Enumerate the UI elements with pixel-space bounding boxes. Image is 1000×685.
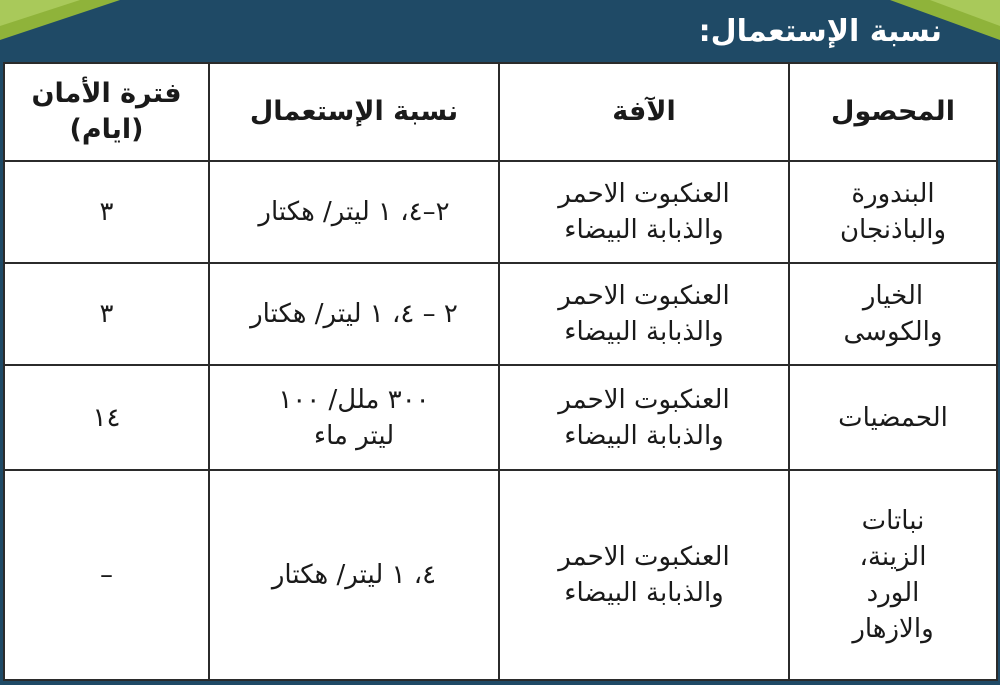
cell-crop: الحمضيات xyxy=(789,365,997,470)
cell-pest: العنكبوت الاحمر والذبابة البيضاء xyxy=(499,470,789,680)
table-row xyxy=(4,161,997,263)
header-usage-rate: نسبة الإستعمال xyxy=(209,63,499,161)
cell-usage-rate: ٢ – ٤، ١ ليتر/ هكتار xyxy=(209,263,499,365)
table-row xyxy=(4,470,997,680)
cell-crop: نباتات الزينة، الورد والازهار xyxy=(789,470,997,680)
cell-safety-period: ٣ xyxy=(4,161,209,263)
table-row xyxy=(4,263,997,365)
cell-safety-period: – xyxy=(4,470,209,680)
cell-safety-period: ٣ xyxy=(4,263,209,365)
cell-safety-period: ١٤ xyxy=(4,365,209,470)
header-crop: المحصول xyxy=(789,63,997,161)
usage-table-container xyxy=(3,62,996,679)
cell-usage-rate: ٢–٤، ١ ليتر/ هكتار xyxy=(209,161,499,263)
table-row xyxy=(4,365,997,470)
usage-table xyxy=(3,62,998,681)
cell-crop: الخيار والكوسى xyxy=(789,263,997,365)
section-title: نسبة الإستعمال: xyxy=(698,14,942,49)
cell-usage-rate: ٤، ١ ليتر/ هكتار xyxy=(209,470,499,680)
cell-pest: العنكبوت الاحمر والذبابة البيضاء xyxy=(499,263,789,365)
header-pest: الآفة xyxy=(499,63,789,161)
cell-pest: العنكبوت الاحمر والذبابة البيضاء xyxy=(499,161,789,263)
corner-decoration-left-inner xyxy=(0,0,80,26)
cell-pest: العنكبوت الاحمر والذبابة البيضاء xyxy=(499,365,789,470)
cell-usage-rate: ٣٠٠ ملل/ ١٠٠ ليتر ماء xyxy=(209,365,499,470)
header-safety-period: فترة الأمان (ايام) xyxy=(4,63,209,161)
table-header-row xyxy=(4,63,997,161)
cell-crop: البندورة والباذنجان xyxy=(789,161,997,263)
